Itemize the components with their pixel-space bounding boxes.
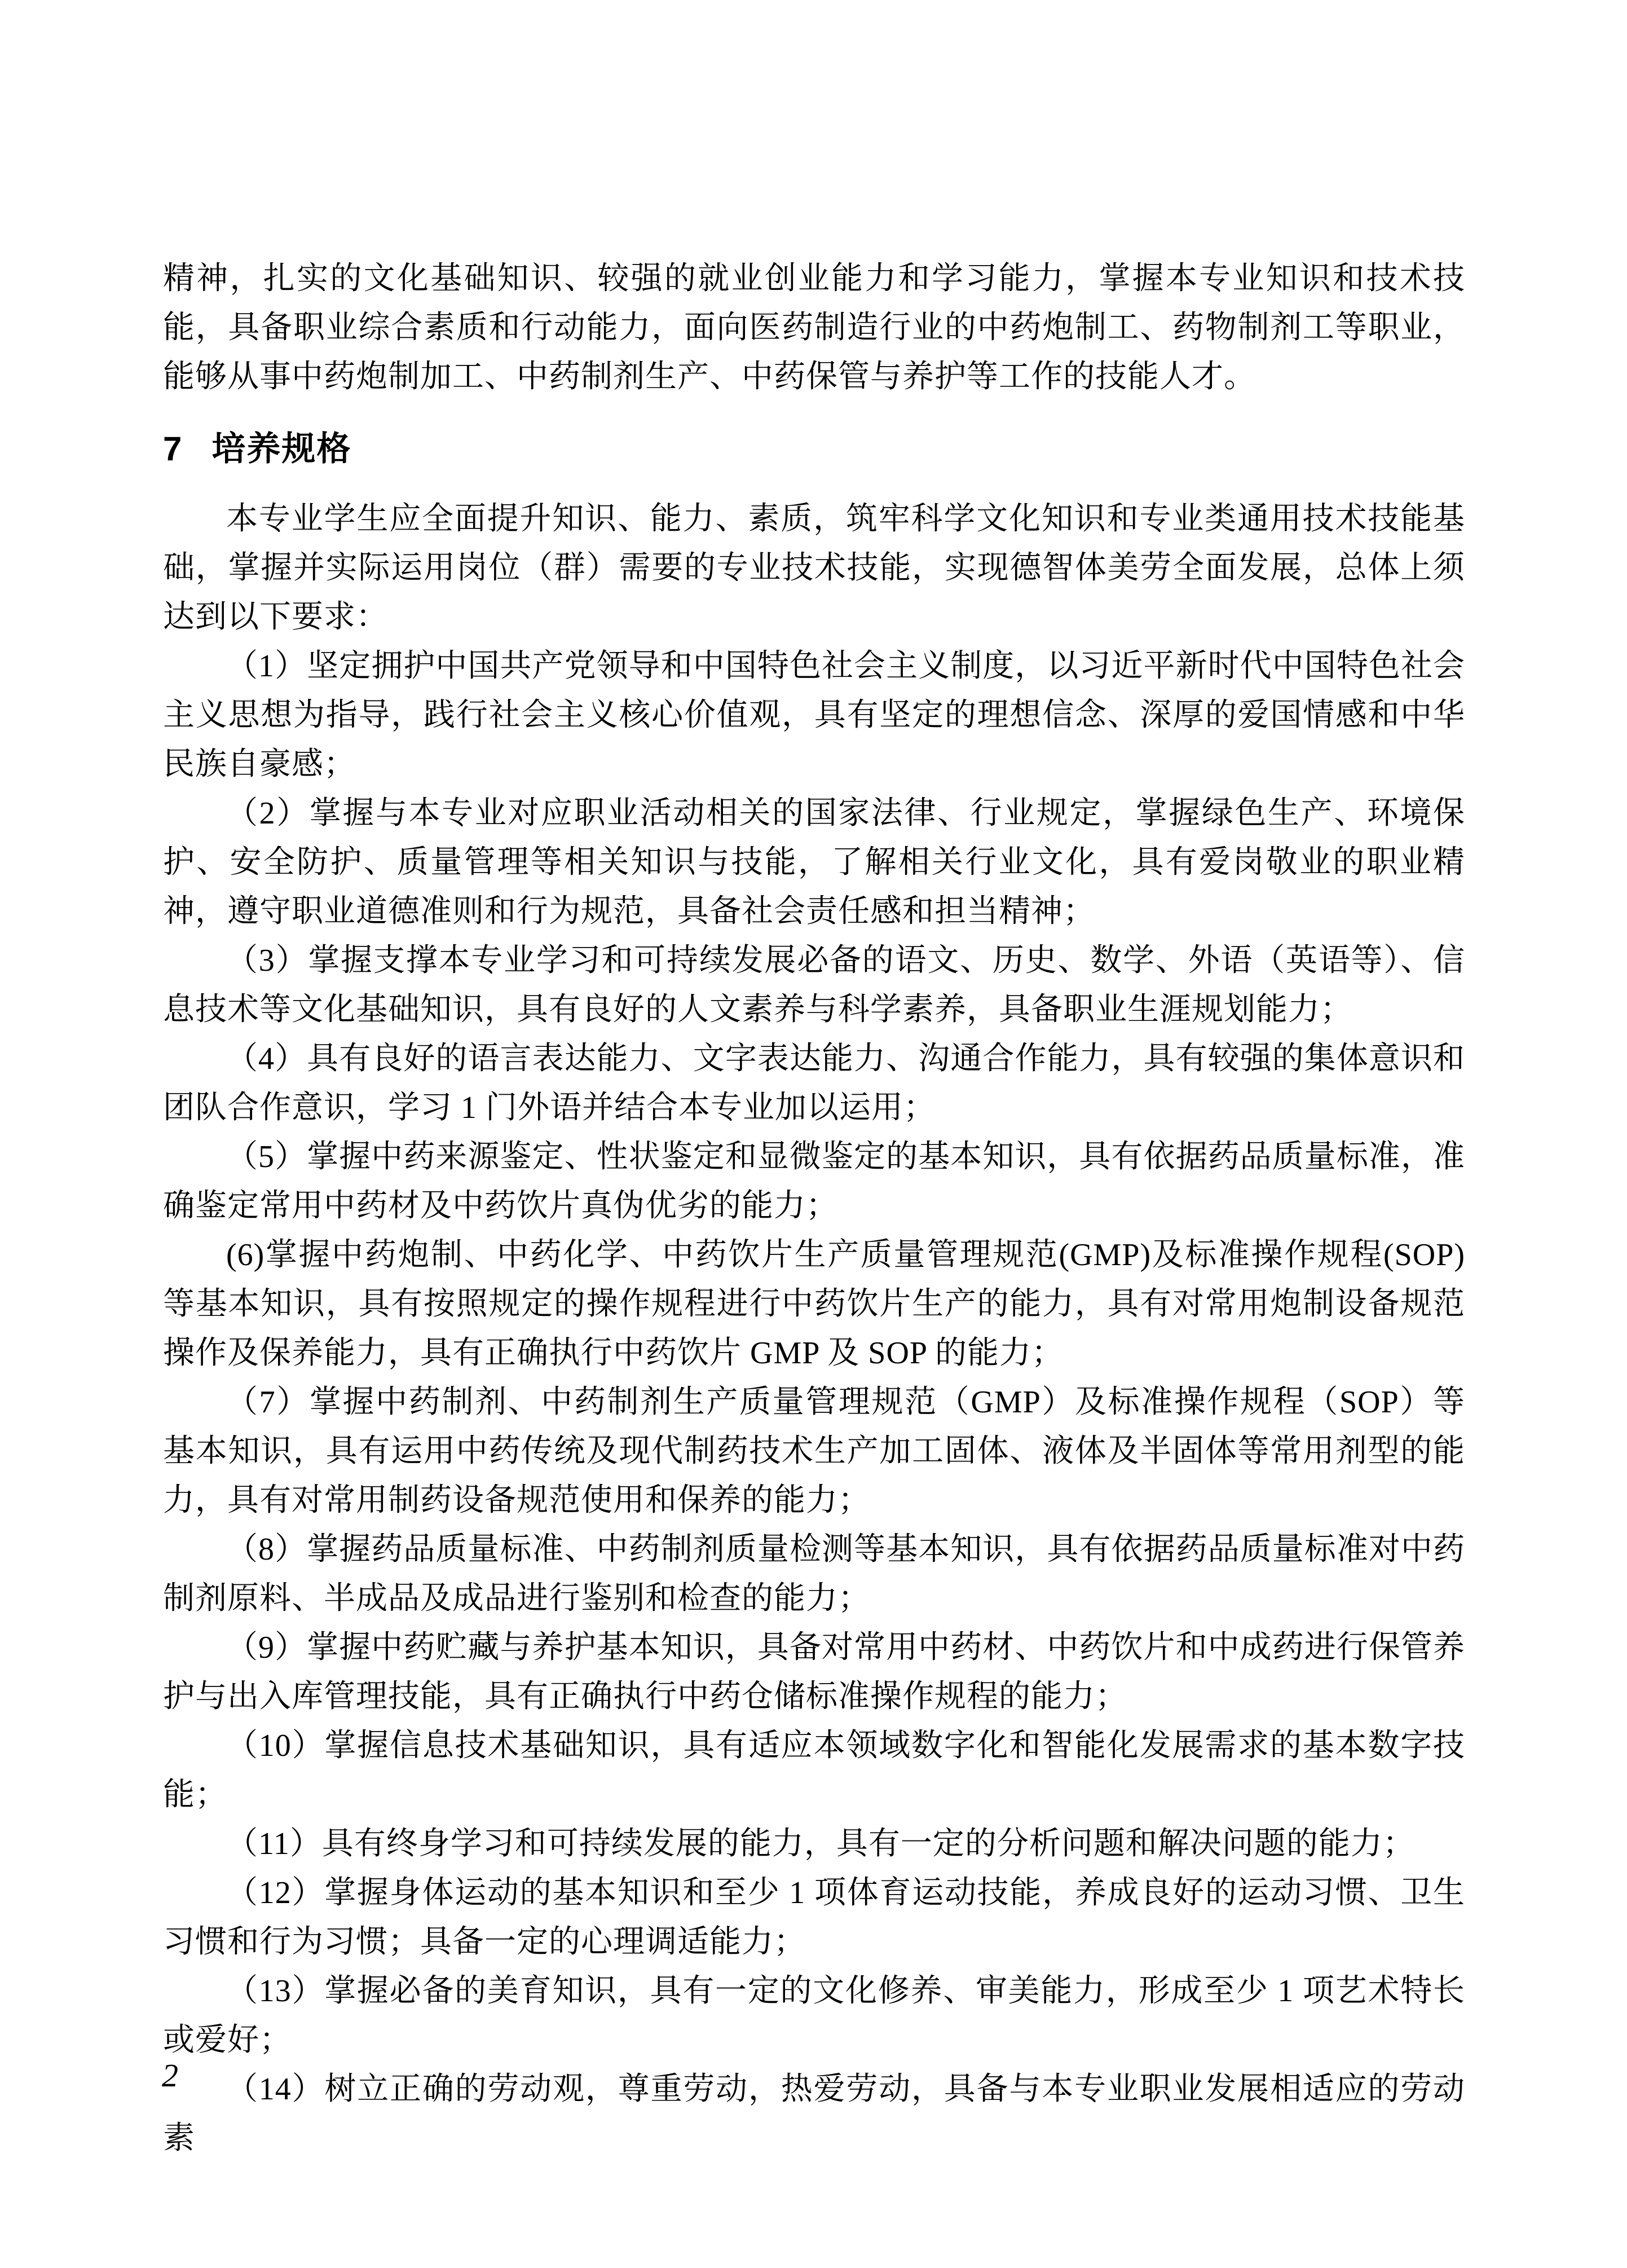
intro-continuation-paragraph: 精神，扎实的文化基础知识、较强的就业创业能力和学习能力，掌握本专业知识和技术技能，具备职业综合素质和行动能力，面向医药制造行业的中药炮制工、药物制剂工等职业，能够从事中药炮制加工、中药制剂生产、中药保管与养护等工作的技能人才。 (163, 261, 1465, 394)
requirement-item-13: （13）掌握必备的美育知识，具有一定的文化修养、审美能力，形成至少 1 项艺术特长或爱好； (163, 1974, 1465, 2058)
requirement-item-6: (6)掌握中药炮制、中药化学、中药饮片生产质量管理规范(GMP)及标准操作规程(SOP)等基本知识，具有按照规定的操作规程进行中药饮片生产的能力，具有对常用炮制设备规范操作及保养能力，具有正确执行中药饮片 GMP 及 SOP 的能力； (163, 1238, 1465, 1371)
requirement-item-9: （9）掌握中药贮藏与养护基本知识，具备对常用中药材、中药饮片和中成药进行保管养护与出入库管理技能，具有正确执行中药仓储标准操作规程的能力； (163, 1630, 1465, 1714)
page-number: 2 (162, 2057, 178, 2094)
section-title: 培养规格 (211, 430, 352, 468)
section-number: 7 (163, 430, 183, 468)
requirement-item-10: （10）掌握信息技术基础知识，具有适应本领域数字化和智能化发展需求的基本数字技能； (163, 1728, 1465, 1812)
section-lead-paragraph: 本专业学生应全面提升知识、能力、素质，筑牢科学文化知识和专业类通用技术技能基础，掌握并实际运用岗位（群）需要的专业技术技能，实现德智体美劳全面发展，总体上须达到以下要求： (163, 501, 1465, 635)
requirement-item-1: （1）坚定拥护中国共产党领导和中国特色社会主义制度，以习近平新时代中国特色社会主义思想为指导，践行社会主义核心价值观，具有坚定的理想信念、深厚的爱国情感和中华民族自豪感； (163, 649, 1465, 782)
requirement-item-5: （5）掌握中药来源鉴定、性状鉴定和显微鉴定的基本知识，具有依据药品质量标准，准确鉴定常用中药材及中药饮片真伪优劣的能力； (163, 1139, 1465, 1223)
requirement-item-2: （2）掌握与本专业对应职业活动相关的国家法律、行业规定，掌握绿色生产、环境保护、安全防护、质量管理等相关知识与技能，了解相关行业文化，具有爱岗敬业的职业精神，遵守职业道德准则和行为规范，具备社会责任感和担当精神； (163, 796, 1465, 929)
requirement-item-12: （12）掌握身体运动的基本知识和至少 1 项体育运动技能，养成良好的运动习惯、卫生习惯和行为习惯；具备一定的心理调适能力； (163, 1875, 1465, 1959)
section-heading (163, 424, 1465, 473)
requirement-item-4: （4）具有良好的语言表达能力、文字表达能力、沟通合作能力，具有较强的集体意识和团队合作意识，学习 1 门外语并结合本专业加以运用； (163, 1041, 1465, 1125)
requirement-item-11: （11）具有终身学习和可持续发展的能力，具有一定的分析问题和解决问题的能力； (226, 1826, 1415, 1861)
requirement-item-7: （7）掌握中药制剂、中药制剂生产质量管理规范（GMP）及标准操作规程（SOP）等基本知识，具有运用中药传统及现代制药技术生产加工固体、液体及半固体等常用剂型的能力，具有对常用制药设备规范使用和保养的能力； (163, 1385, 1465, 1518)
requirement-item-8: （8）掌握药品质量标准、中药制剂质量检测等基本知识，具有依据药品质量标准对中药制剂原料、半成品及成品进行鉴别和检查的能力； (163, 1532, 1465, 1616)
requirement-item-3: （3）掌握支撑本专业学习和可持续发展必备的语文、历史、数学、外语（英语等）、信息技术等文化基础知识，具有良好的人文素养与科学素养，具备职业生涯规划能力； (163, 943, 1465, 1027)
document-body (163, 254, 1465, 2163)
requirement-item-14: （14）树立正确的劳动观，尊重劳动，热爱劳动，具备与本专业职业发展相适应的劳动素 (163, 2072, 1465, 2156)
